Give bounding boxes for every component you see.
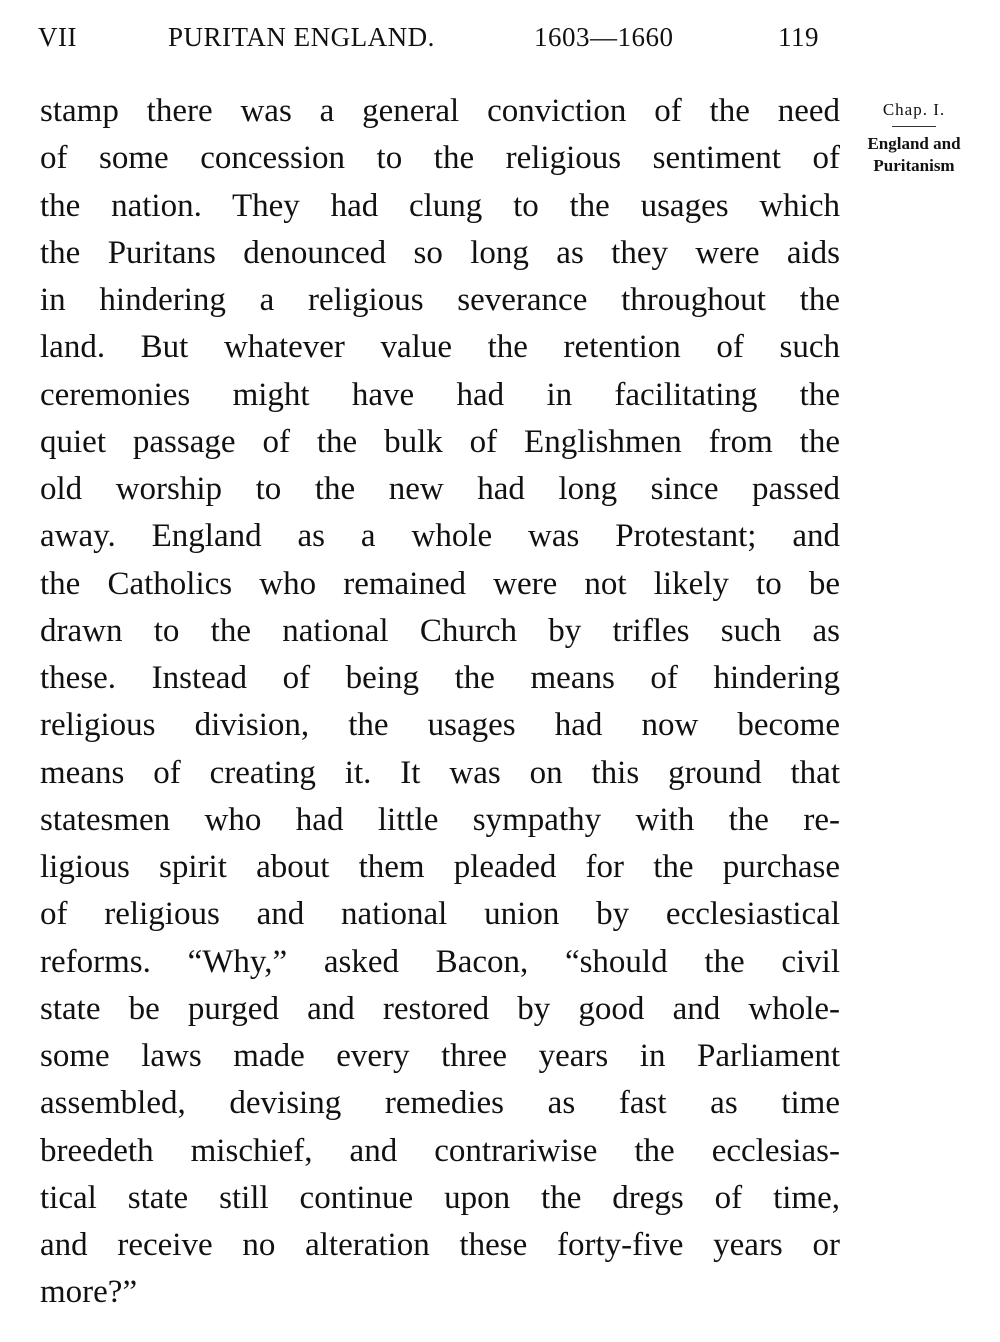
text-line: and receive no alteration these forty-five years or (40, 1227, 840, 1263)
text-line: drawn to the national Church by trifles such as (40, 612, 840, 649)
page-number: 119 (778, 22, 819, 52)
text-line: ceremonies might have had in facilitating the (40, 376, 840, 413)
text-line: more?” (40, 1274, 138, 1311)
text-line: breedeth mischief, and contrariwise the ecclesias- (40, 1132, 840, 1169)
margin-note-chapter: Chap. I. (882, 100, 946, 119)
running-head-dates: 1603—1660 (534, 22, 674, 52)
text-line: of religious and national union by ecclesiastical (40, 896, 840, 933)
margin-note (844, 100, 984, 177)
text-line: the Puritans denounced so long as they were aids (40, 234, 840, 271)
margin-note-rule (892, 126, 936, 127)
text-line: statesmen who had little sympathy with the re- (40, 801, 840, 838)
running-head (38, 22, 838, 58)
text-line: the nation. They had clung to the usages which (40, 187, 840, 224)
text-line: some laws made every three years in Parliament (40, 1038, 840, 1074)
text-line: reforms. “Why,” asked Bacon, “should the civil (40, 943, 840, 980)
text-line: means of creating it. It was on this ground that (40, 754, 840, 791)
text-line: the Catholics who remained were not likely to be (40, 565, 840, 602)
text-line: in hindering a religious severance throughout the (40, 282, 840, 318)
text-line: religious division, the usages had now become (40, 707, 840, 744)
text-line: ligious spirit about them pleaded for the purchase (40, 849, 840, 885)
text-line: these. Instead of being the means of hindering (40, 660, 840, 696)
text-line: assembled, devising remedies as fast as time (40, 1085, 840, 1122)
text-line: away. England as a whole was Protestant; and (40, 518, 840, 555)
text-line: of some concession to the religious sentiment of (40, 140, 840, 177)
text-line: stamp there was a general conviction of the need (40, 93, 840, 129)
body-text (40, 88, 840, 1317)
running-head-chapter: VII (38, 22, 77, 52)
text-line: tical state still continue upon the dregs of time, (40, 1179, 840, 1216)
text-line: land. But whatever value the retention of such (40, 329, 840, 366)
text-line: quiet passage of the bulk of Englishmen from the (40, 423, 840, 460)
text-line: state be purged and restored by good and whole- (40, 990, 840, 1027)
margin-note-gloss: England and Puritanism (867, 134, 961, 175)
text-line: old worship to the new had long since passed (40, 471, 840, 507)
running-head-title: PURITAN ENGLAND. (168, 22, 435, 52)
